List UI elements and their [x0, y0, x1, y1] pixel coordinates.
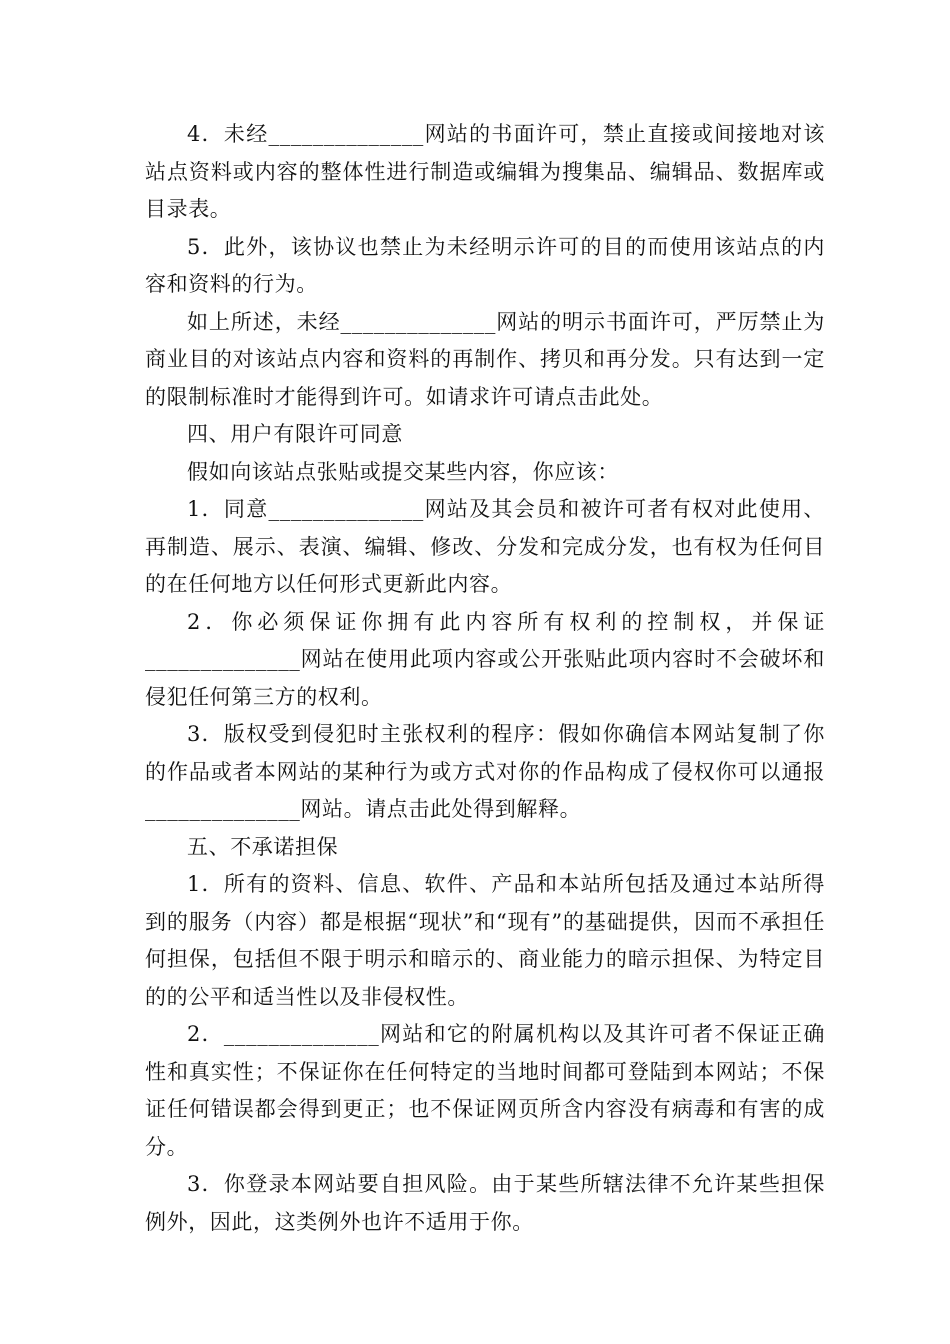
paragraph-license-3: 3．版权受到侵犯时主张权利的程序：假如你确信本网站复制了你的作品或者本网站的某种行为或方式对你的作品构成了侵权你可以通报______________网站。请点击此处得到解释。	[145, 722, 825, 821]
document-body	[145, 116, 825, 1241]
paragraph-clause-4: 4．未经______________网站的书面许可，禁止直接或间接地对该站点资料或内容的整体性进行制造或编辑为搜集品、编辑品、数据库或目录表。	[145, 122, 825, 221]
paragraph-warranty-3: 3．你登录本网站要自担风险。由于某些所辖法律不允许某些担保例外，因此，这类例外也许不适用于你。	[145, 1172, 825, 1234]
paragraph-clause-5: 5．此外，该协议也禁止为未经明示许可的目的而使用该站点的内容和资料的行为。	[145, 234, 825, 296]
paragraph-license-2: 2．你必须保证你拥有此内容所有权利的控制权，并保证______________网站在使用此项内容或公开张贴此项内容时不会破坏和侵犯任何第三方的权利。	[145, 609, 825, 709]
paragraph-license-1: 1．同意______________网站及其会员和被许可者有权对此使用、再制造、展示、表演、编辑、修改、分发和完成分发，也有权为任何目的在任何地方以任何形式更新此内容。	[145, 497, 825, 596]
paragraph-warranty-1: 1．所有的资料、信息、软件、产品和本站所包括及通过本站所得到的服务（内容）都是根据“现状”和“现有”的基础提供，因而不承担任何担保，包括但不限于明示和暗示的、商业能力的暗示担保、为特定目的的公平和适当性以及非侵权性。	[145, 872, 825, 1009]
paragraph-intro: 假如向该站点张贴或提交某些内容，你应该：	[187, 459, 619, 484]
section-heading-limited-license: 四、用户有限许可同意	[187, 422, 403, 446]
section-heading-no-warranty: 五、不承诺担保	[187, 834, 339, 859]
paragraph-summary: 如上所述，未经______________网站的明示书面许可，严厉禁止为商业目的对该站点内容和资料的再制作、拷贝和再分发。只有达到一定的限制标准时才能得到许可。如请求许可请点击此处。	[145, 309, 825, 409]
paragraph-warranty-2: 2．______________网站和它的附属机构以及其许可者不保证正确性和真实性；不保证你在任何特定的当地时间都可登陆到本网站；不保证任何错误都会得到更正；也不保证网页所含内容没有病毒和有害的成分。	[145, 1022, 825, 1159]
